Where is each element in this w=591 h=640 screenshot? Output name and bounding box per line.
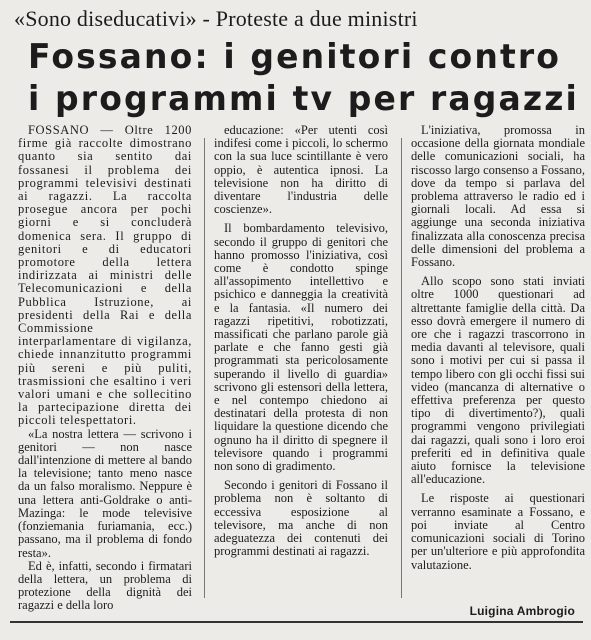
headline-line-1: Fossano: i genitori contro <box>28 37 562 77</box>
article-paragraph: L'iniziativa, promossa in occasione della giornata mondiale delle comunicazioni sociali, ha riscosso largo consenso a Fossano, dove da tempo si parlava del problema attraverso le radio ed i giornali locali. Ad essa si aggiunge una seconda iniziativa finalizzata alla conoscenza precisa delle dimensioni del problema a Fossano. <box>411 123 585 270</box>
article-column-3 <box>411 124 585 572</box>
article-paragraph: Le risposte ai questionari verranno esaminate a Fossano, e poi inviate al Centro comunicazioni sociali di Torino per un'ulteriore e più approfondita valutazione. <box>411 491 585 572</box>
article-paragraph: Il bombardamento televisivo, secondo il gruppo di genitori che hanno promosso l'iniziativa, così come è condotto spinge all'assopimento intellettivo e psichico e danneggia la creatività e la fantasia. «Il numero dei ragazzi ripetitivi, robotizzati, massificati che parlano parole già parlate e che fanno gesti già programmati sta pericolosamente superando il livello di guardia» scrivono gli estensori della lettera, e nel contempo chiedono ai destinatari della protesta di non liquidare la questione dicendo che ognuno ha il diritto di spegnere il televisore quando i programmi non sono di gradimento. <box>214 221 388 474</box>
headline-line-2: i programmi tv per ragazzi <box>28 79 579 119</box>
column-divider <box>401 138 402 598</box>
article-byline: Luigina Ambrogio <box>469 604 575 618</box>
article-paragraph: educazione: «Per utenti così indifesi come i piccoli, lo schermo con la sua luce scintillante è vero oppio, è autentica ipnosi. La televisione non ha diritto di diventare l'industria delle coscienze». <box>214 123 388 217</box>
article-column-1 <box>18 124 192 613</box>
article-column-2 <box>214 124 388 559</box>
article-headline <box>28 36 579 120</box>
article-paragraph: Allo scopo sono stati inviati oltre 1000 questionari ad altrettante famiglie della città. Da esso dovrà emergere il numero di ore che i ragazzi trascorrono in media davanti al televisore, quali sono i motivi per cui si passa il tempo libero con gli occhi fissi sui video (mancanza di alternative o effettiva preferenza per questo tipo di divertimento?), quali programmi vengono privilegiati dai ragazzi, quali sono i loro eroi preferiti ed in definitiva quale aiuto forniscе la televisione all'educazione. <box>411 274 585 487</box>
bottom-rule <box>10 621 583 623</box>
article-kicker: «Sono diseducativi» - Proteste a due ministri <box>14 6 418 31</box>
article-paragraph: Secondo i genitori di Fossano il problema non è soltanto di eccessiva esposizione al televisore, ma anche di non adeguatezza dei contenuti dei programmi destinati ai ragazzi. <box>214 478 388 559</box>
article-paragraph: Ed è, infatti, secondo i firmatari della lettera, un problema di protezione della dignità dei ragazzi e della loro <box>18 558 192 613</box>
column-divider <box>204 138 205 598</box>
article-paragraph: «La nostra lettera — scrivono i genitori — non nasce dall'intenzione di mettere al bando la televisione; tanto meno nasce da un falso moralismo. Neppure è una lettera anti-Goldrake o anti-Mazinga: le mode televisive (fonziemania furiamania, ecc.) passano, ma il problema di fondo resta». <box>18 426 192 560</box>
article-paragraph: FOSSANO — Oltre 1200 firme già raccolte dimostrano quanto sia sentito dai fossanesi il problema dei programmi televisivi destinati ai ragazzi. La raccolta prosegue ancora per pochi giorni e si concluderà domenica sera. Il gruppo di genitori e di educatori promotore della lettera indirizzata ai ministri delle Telecomunicazioni e della Pubblica Istruzione, ai presidenti della Rai e della Commissione interparlamentare di vigilanza, chiede innanzitutto programmi più sereni e più puliti, trasmissioni che esaltino i veri valori umani e che sollecitino la partecipazione diretta dei piccoli telespettatori. <box>18 123 192 428</box>
